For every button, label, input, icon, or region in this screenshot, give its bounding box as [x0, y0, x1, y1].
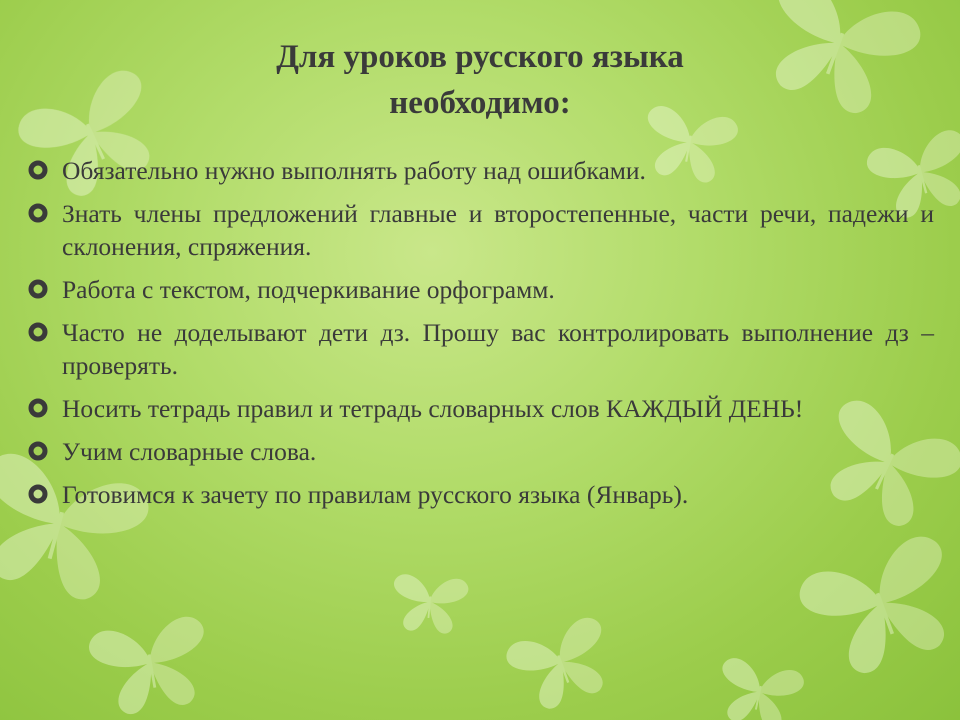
list-item-text: Часто не доделывают дети дз. Прошу вас контролировать выполнение дз – проверять. — [62, 318, 934, 380]
list-item-text: Обязательно нужно выполнять работу над ошибками. — [62, 156, 646, 185]
list-item — [28, 392, 934, 425]
ring-bullet-icon — [28, 398, 48, 418]
list-item — [28, 435, 934, 468]
list-item-text: Готовимся к зачету по правилам русского языка (Январь). — [62, 480, 689, 509]
ring-bullet-icon — [28, 160, 48, 180]
bullet-list — [28, 154, 934, 521]
ring-bullet-icon — [28, 484, 48, 504]
ring-bullet-icon — [28, 203, 48, 223]
list-item — [28, 273, 934, 306]
slide-title-line-1: Для уроков русского языка — [276, 39, 684, 75]
list-item — [28, 154, 934, 187]
butterfly-icon — [86, 614, 215, 719]
slide-title — [140, 34, 820, 126]
ring-bullet-icon — [28, 279, 48, 299]
list-item-text: Знать члены предложений главные и второстепенные, части речи, падежи и склонения, спряжения. — [62, 199, 934, 261]
list-item — [28, 478, 934, 511]
butterfly-icon — [390, 573, 469, 635]
list-item-text: Работа с текстом, подчеркивание орфограмм. — [62, 275, 555, 304]
ring-bullet-icon — [28, 322, 48, 342]
ring-bullet-icon — [28, 441, 48, 461]
list-item-text: Носить тетрадь правил и тетрадь словарных слов КАЖДЫЙ ДЕНЬ! — [62, 394, 804, 423]
butterfly-icon — [794, 530, 960, 686]
slide-title-line-2: необходимо: — [389, 85, 571, 121]
list-item — [28, 316, 934, 382]
list-item — [28, 197, 934, 263]
list-item-text: Учим словарные слова. — [62, 437, 317, 466]
butterfly-icon — [503, 614, 622, 718]
butterfly-icon — [712, 656, 806, 720]
